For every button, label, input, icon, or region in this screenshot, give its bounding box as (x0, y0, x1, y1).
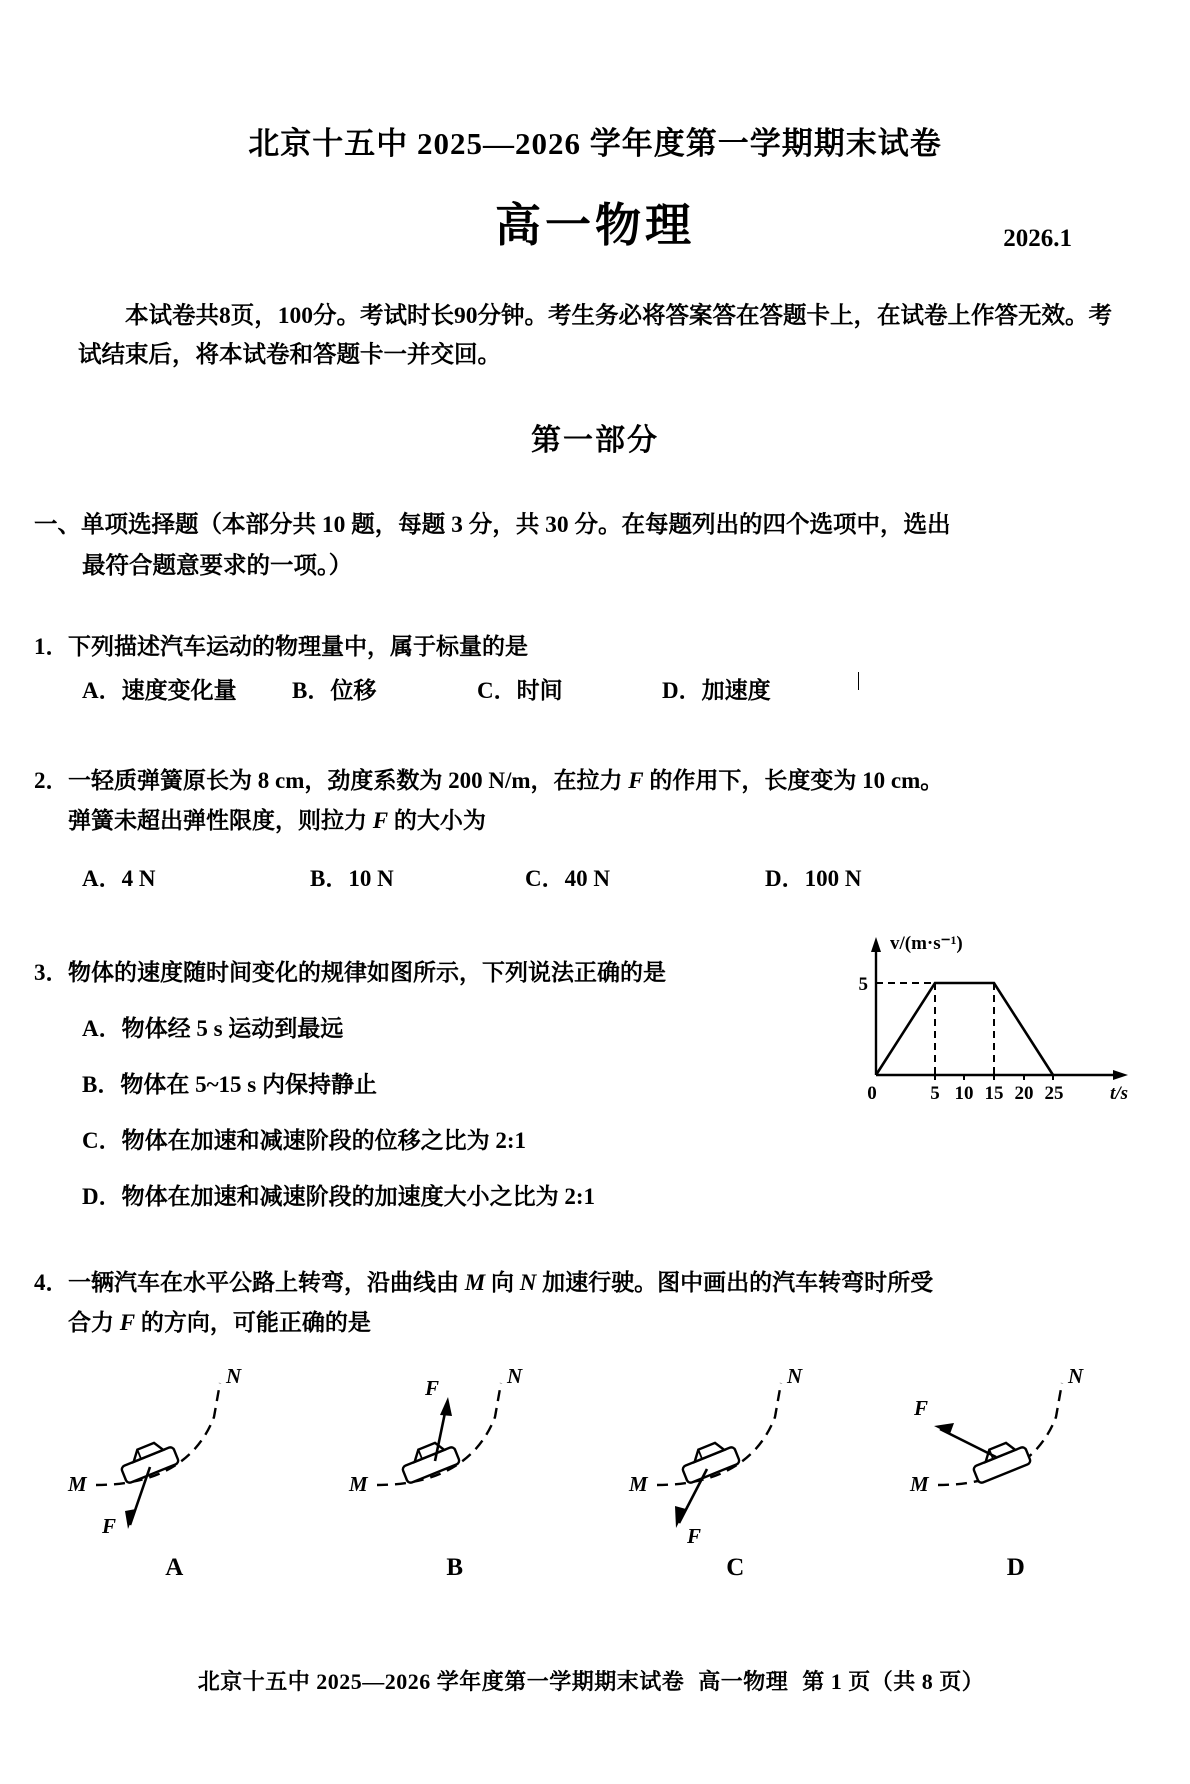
subject-row (0, 197, 1190, 261)
question-3-text: 物体的速度随时间变化的规律如图所示，下列说法正确的是 (68, 960, 666, 985)
question-4-line1-pre: 一辆汽车在水平公路上转弯，沿曲线由 (68, 1270, 465, 1295)
question-4-figure-b (330, 1357, 580, 1582)
question-2-line2-post: 的大小为 (388, 808, 486, 833)
figure-c-label-m: M (629, 1472, 648, 1496)
question-1 (34, 627, 1150, 711)
graph-xtick-label-25: 25 (1044, 1083, 1064, 1104)
figure-b-label-n: N (506, 1364, 522, 1388)
exam-notice: 本试卷共8页，100分。考试时长90分钟。考生务必将答案答在答题卡上，在试卷上作答无效。考试结束后，将本试卷和答题卡一并交回。 (78, 303, 1112, 368)
question-3-options (34, 1009, 682, 1217)
figure-d-svg (896, 1357, 1136, 1547)
figure-c-caption: C (726, 1554, 745, 1581)
question-1-option-d[interactable]: D．加速度 (662, 678, 771, 703)
figure-c-force-arrowhead (675, 1506, 686, 1528)
velocity-time-svg (828, 925, 1158, 1110)
graph-xtick-label-20: 20 (1014, 1083, 1034, 1104)
figure-b-label-m: M (348, 1472, 368, 1496)
question-3-option-a[interactable]: A．物体经 5 s 运动到最远 (82, 1016, 344, 1041)
figure-d-label-n: N (1067, 1364, 1083, 1388)
question-3-number: 3． (34, 960, 69, 985)
question-3-option-c[interactable]: C．物体在加速和减速阶段的位移之比为 2:1 (82, 1128, 527, 1153)
figure-d-caption: D (1006, 1554, 1025, 1581)
question-3-option-d[interactable]: D．物体在加速和减速阶段的加速度大小之比为 2:1 (82, 1184, 596, 1209)
graph-x-axis-arrow (1113, 1070, 1128, 1080)
question-4 (34, 1263, 1150, 1343)
question-4-figure-c (610, 1357, 860, 1582)
question-2-option-b[interactable]: B．10 N (310, 866, 394, 891)
question-2-text (68, 761, 1150, 841)
figure-b-label-f: F (424, 1376, 439, 1400)
figure-a-label-f: F (102, 1514, 117, 1538)
question-1-stem (34, 627, 1150, 667)
footer-exam-title: 北京十五中 2025—2026 学年度第一学期期末试卷 (197, 1669, 685, 1694)
question-4-line2-post: 的方向，可能正确的是 (135, 1310, 371, 1335)
question-4-number: 4． (34, 1270, 69, 1295)
section-heading (34, 505, 1150, 587)
question-1-options (34, 671, 1150, 711)
question-2-stem (34, 761, 1150, 841)
question-4-stem (34, 1263, 1150, 1343)
graph-xtick-label-5: 5 (930, 1083, 940, 1104)
footer-subject: 高一物理 (698, 1669, 789, 1694)
section-heading-line2: 最符合题意要求的一项。） (82, 553, 353, 579)
question-2-line1-pre: 一轻质弹簧原长为 8 cm，劲度系数为 200 N/m，在拉力 (68, 768, 629, 793)
text-cursor (858, 672, 859, 690)
question-2-option-a[interactable]: A．4 N (82, 866, 156, 891)
figure-d-label-m: M (909, 1472, 929, 1496)
question-4-line1-post: 加速行驶。图中画出的汽车转弯时所受 (536, 1270, 934, 1295)
question-1-option-c[interactable]: C．时间 (477, 678, 563, 703)
question-1-text: 下列描述汽车运动的物理量中，属于标量的是 (68, 634, 528, 659)
question-1-option-b[interactable]: B．位移 (292, 678, 377, 703)
graph-xtick-label-10: 10 (954, 1083, 974, 1104)
figure-a-label-n: N (226, 1364, 242, 1388)
figure-c-svg (615, 1357, 855, 1547)
figure-a-svg (54, 1357, 294, 1547)
figure-d-label-f: F (913, 1396, 928, 1420)
question-4-symbol-f: F (119, 1310, 136, 1335)
graph-data-line (876, 983, 1053, 1075)
graph-x-axis-label: t/s (1110, 1083, 1128, 1104)
question-2-option-d[interactable]: D．100 N (765, 866, 862, 891)
figure-a-force-arrowhead (125, 1509, 136, 1529)
graph-xtick-label-0: 0 (867, 1083, 877, 1104)
figure-b-caption: B (446, 1554, 464, 1581)
graph-ytick-label-5: 5 (858, 974, 868, 995)
question-3-option-b[interactable]: B．物体在 5~15 s 内保持静止 (82, 1072, 378, 1097)
graph-y-axis-arrow (871, 937, 881, 952)
question-4-figure-a (49, 1357, 299, 1582)
question-4-symbol-n: N (519, 1270, 537, 1295)
question-2-symbol-f: F (628, 768, 644, 793)
question-2-line1-post: 的作用下，长度变为 10 cm。 (643, 768, 944, 793)
footer-page-number: 第 1 页（共 8 页） (802, 1669, 985, 1694)
question-1-number: 1． (34, 634, 69, 659)
question-2-option-c[interactable]: C．40 N (525, 866, 610, 891)
figure-b-car (398, 1437, 460, 1484)
question-4-symbol-m: M (464, 1270, 486, 1295)
question-3 (34, 933, 1150, 1217)
question-2-options (34, 859, 1150, 899)
graph-y-axis-label: v/(m·s⁻¹) (890, 933, 963, 954)
question-2-number: 2． (34, 768, 69, 793)
page-footer (0, 1665, 1190, 1696)
subject-title: 高一物理 (495, 200, 695, 251)
question-2-symbol-f2: F (372, 808, 389, 833)
question-4-line2-pre: 合力 (68, 1310, 120, 1335)
graph-xtick-label-15: 15 (984, 1083, 1004, 1104)
figure-b-svg (335, 1357, 575, 1547)
exam-date: 2026.1 (1003, 225, 1072, 252)
section-heading-line1: 一、单项选择题（本部分共 10 题，每题 3 分，共 30 分。在每题列出的四个选项中，选出 (34, 512, 951, 538)
figure-a-label-m: M (68, 1472, 87, 1496)
figure-c-label-n: N (787, 1364, 803, 1388)
figure-d-car (969, 1437, 1031, 1484)
page-title: 北京十五中 2025—2026 学年度第一学期期末试卷 (248, 126, 942, 161)
question-2 (34, 761, 1150, 899)
part-title: 第一部分 (531, 424, 659, 457)
question-1-option-a[interactable]: A．速度变化量 (82, 678, 237, 703)
velocity-time-graph (828, 925, 1158, 1110)
figure-c-car (678, 1437, 740, 1484)
figure-a-car (117, 1437, 179, 1484)
question-2-line2-pre: 弹簧未超出弹性限度，则拉力 (68, 808, 373, 833)
figure-c-label-f: F (687, 1524, 702, 1547)
figure-b-force-arrowhead (440, 1397, 452, 1416)
question-4-figure-d (891, 1357, 1141, 1582)
question-4-line1-mid: 向 (485, 1270, 520, 1295)
figure-a-caption: A (165, 1554, 184, 1581)
question-4-figures (34, 1357, 1156, 1582)
question-4-text (68, 1263, 1150, 1343)
